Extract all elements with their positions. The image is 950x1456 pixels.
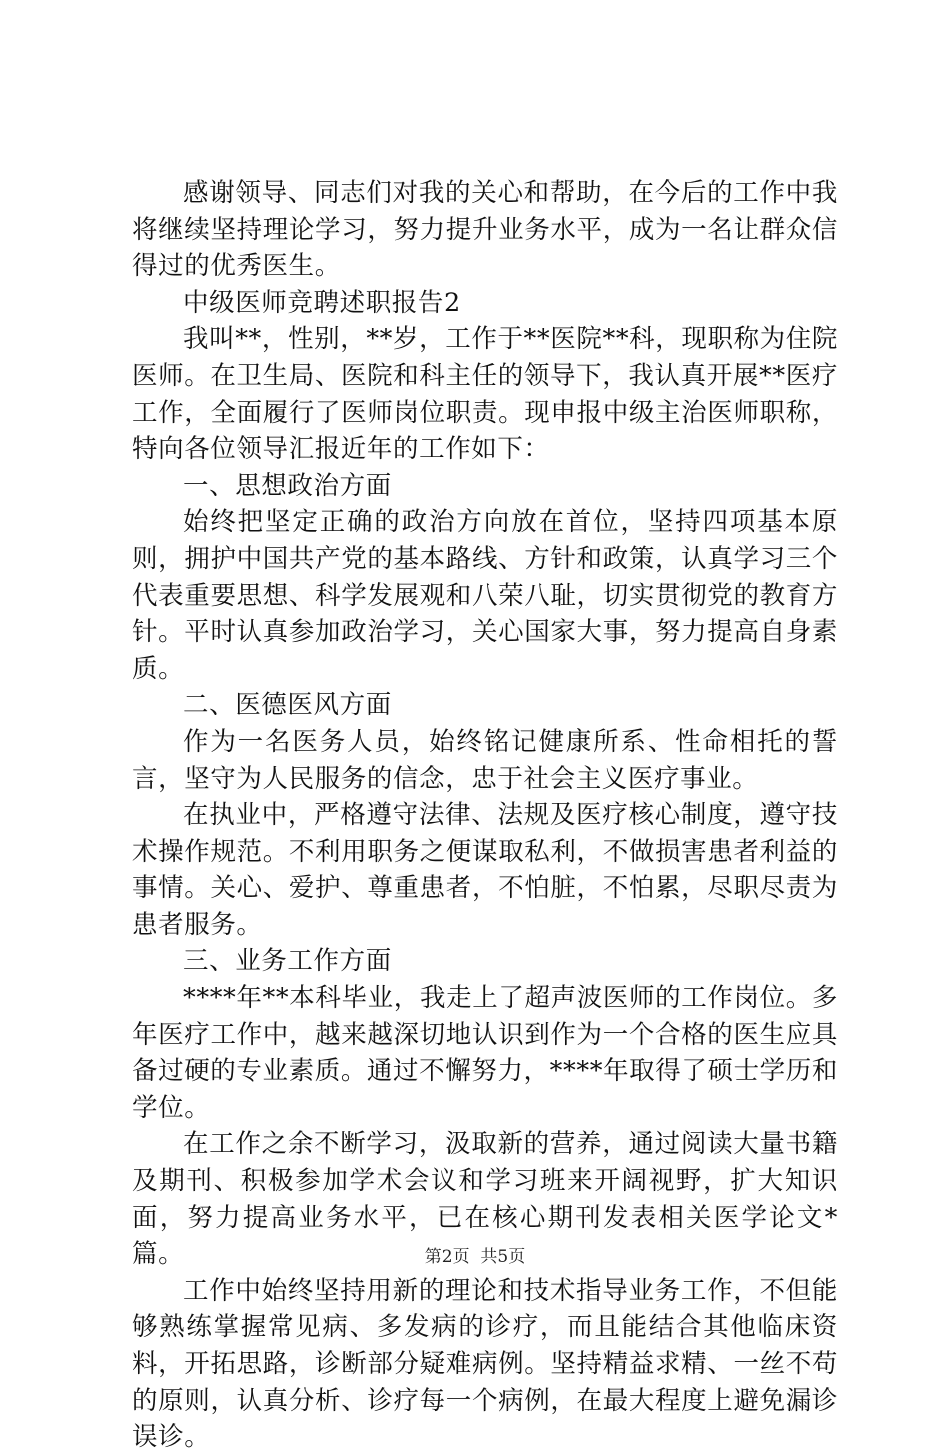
work-paragraph-1: ****年**本科毕业，我走上了超声波医师的工作岗位。多年医疗工作中，越来越深切地认识到作为一个合格的医生应具备过硬的专业素质。通过不懈努力，****年取得了硕士学历和学位。 bbox=[132, 983, 838, 1123]
section-heading-ethics: 二、医德医风方面 bbox=[183, 690, 392, 721]
closing-paragraph: 感谢领导、同志们对我的关心和帮助，在今后的工作中我将继续坚持理论学习，努力提升业务水平，成为一名让群众信得过的优秀医生。 bbox=[132, 178, 838, 282]
page-number: 第2页 共5页 bbox=[424, 1247, 526, 1267]
work-paragraph-3: 工作中始终坚持用新的理论和技术指导业务工作，不但能够熟练掌握常见病、多发病的诊疗，而且能结合其他临床资料，开拓思路，诊断部分疑难病例。坚持精益求精、一丝不苟的原则，认真分析、诊疗每一个病例，在最大程度上避免漏诊误诊。 bbox=[132, 1275, 838, 1453]
work-paragraph-2: 在工作之余不断学习，汲取新的营养，通过阅读大量书籍及期刊、积极参加学术会议和学习班来开阔视野，扩大知识面，努力提高业务水平，已在核心期刊发表相关医学论文*篇。 bbox=[132, 1129, 838, 1270]
section-heading-work: 三、业务工作方面 bbox=[183, 946, 392, 977]
page-footer bbox=[0, 1242, 950, 1267]
ethics-paragraph-2: 在执业中，严格遵守法律、法规及医疗核心制度，遵守技术操作规范。不利用职务之便谋取私利，不做损害患者利益的事情。关心、爱护、尊重患者，不怕脏，不怕累，尽职尽责为患者服务。 bbox=[132, 800, 838, 940]
politics-paragraph: 始终把坚定正确的政治方向放在首位，坚持四项基本原则，拥护中国共产党的基本路线、方针和政策，认真学习三个代表重要思想、科学发展观和八荣八耻，切实贯彻党的教育方针。平时认真参加政治学习，关心国家大事，努力提高自身素质。 bbox=[132, 507, 838, 684]
ethics-paragraph-1: 作为一名医务人员，始终铭记健康所系、性命相托的誓言，坚守为人民服务的信念，忠于社会主义医疗事业。 bbox=[132, 726, 838, 794]
intro-paragraph: 我叫**，性别，**岁，工作于**医院**科，现职称为住院医师。在卫生局、医院和科主任的领导下，我认真开展**医疗工作，全面履行了医师岗位职责。现申报中级主治医师职称，特向各位领导汇报近年的工作如下： bbox=[132, 324, 838, 465]
report-title: 中级医师竞聘述职报告2 bbox=[183, 287, 461, 318]
section-heading-politics: 一、思想政治方面 bbox=[183, 470, 392, 501]
